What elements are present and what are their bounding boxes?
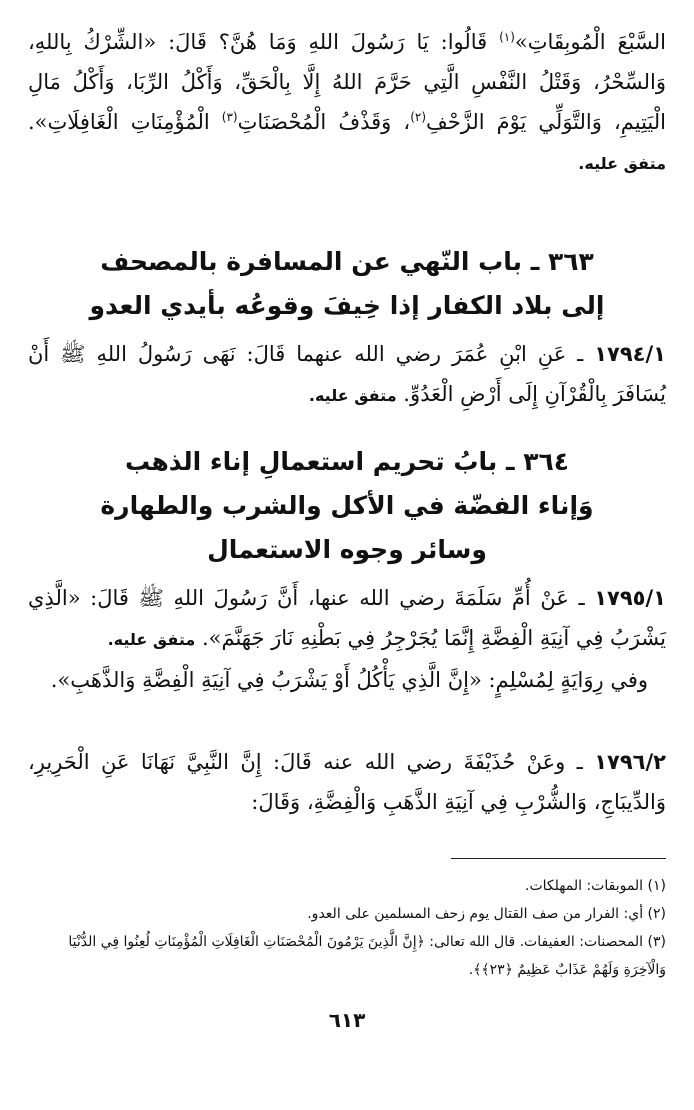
hadith-1795: [28, 578, 666, 700]
hadith-number: ١٧٩٤/١: [594, 342, 666, 366]
hadith-text: السَّبْعَ الْمُوبِقَاتِ»: [514, 30, 666, 54]
hadith-number: ١٧٩٦/٢: [594, 750, 666, 774]
hadith-continuation: [28, 22, 666, 184]
footnote-2: [28, 900, 666, 928]
quran-verse: ﴿إِنَّ الَّذِينَ يَرْمُونَ الْمُحْصَنَاتِ الْغَافِلَاتِ الْمُؤْمِنَاتِ لُعِنُوا فِي الدُّنْيَا وَالْآخِرَةِ وَلَهُمْ عَذَابٌ عَظِيمٌ ﴿٢٣﴾﴾.: [68, 934, 666, 978]
footnote-text: الموبقات: المهلكات.: [525, 878, 644, 894]
hadith-text: ـ عَنِ ابْنِ عُمَرَ رضي الله عنهما قَالَ: نَهَى رَسُولُ اللهِ ﷺ أَنْ يُسَافَرَ بِالْقُرْآنِ إِلَى أَرْضِ الْعَدُوِّ.: [28, 342, 666, 406]
agreed-upon-note: متفق عليه.: [578, 154, 666, 173]
hadith-text: ، وَقَذْفُ الْمُحْصَنَاتِ: [237, 110, 411, 134]
footnote-mark: (٢): [647, 906, 666, 922]
hadith-text: الْمُؤْمِنَاتِ الْغَافِلَاتِ».: [28, 110, 222, 134]
chapter-heading-line: وسائر وجوه الاستعمال: [207, 535, 487, 564]
chapter-heading-line: إلى بلاد الكفار إذا خِيفَ وقوعُه بأيدي العدو: [89, 291, 605, 320]
hadith-1794: [28, 334, 666, 416]
footnote-divider: [451, 858, 666, 859]
page-number: ٦١٣: [328, 1008, 366, 1032]
footnotes: [28, 872, 666, 984]
footnote-1: [28, 872, 666, 900]
footnote-text: أي: الفرار من صف القتال يوم زحف المسلمين على العدو.: [307, 906, 644, 922]
footnote-ref-1: (١): [499, 30, 515, 44]
chapter-heading-line: ٣٦٣ ـ باب النّهي عن المسافرة بالمصحف: [100, 247, 594, 276]
agreed-upon-note: متفق عليه.: [308, 386, 397, 405]
footnote-ref-2: (٢): [410, 110, 427, 124]
chapter-364-heading: [30, 440, 664, 572]
footnote-mark: (١): [647, 878, 666, 894]
chapter-363-heading: [30, 240, 664, 328]
footnote-mark: (٣): [647, 934, 666, 950]
hadith-number: ١٧٩٥/١: [594, 586, 666, 610]
hadith-variant-narration: وفي رِوَايَةٍ لِمُسْلِمٍ: «إِنَّ الَّذِي يَأْكُلُ أَوْ يَشْرَبُ فِي آنِيَةِ الْفِضَّةِ وَالذَّهَبِ».: [50, 668, 648, 692]
footnote-ref-3: (٣): [221, 110, 238, 124]
hadith-text: ـ عَنْ أُمِّ سَلَمَةَ رضي الله عنها، أَنَّ رَسُولَ اللهِ ﷺ قَالَ: «الَّذِي يَشْرَبُ فِي آنِيَةِ الْفِضَّةِ إِنَّمَا يُجَرْجِرُ فِي بَطْنِهِ نَارَ جَهَنَّمَ».: [28, 586, 666, 650]
footnote-3: [28, 928, 666, 984]
chapter-heading-line: وَإناء الفضّة في الأكل والشرب والطهارة: [100, 491, 594, 520]
footnote-text: المحصنات: العفيفات. قال الله تعالى:: [424, 934, 644, 950]
hadith-1796: [28, 742, 666, 822]
agreed-upon-note: متفق عليه.: [107, 630, 196, 649]
hadith-text: قَالُوا: يَا رَسُولَ اللهِ وَمَا هُنَّ؟ قَالَ: «الشِّرْكُ بِاللهِ، وَالسِّحْرُ، وَقَتْلُ النَّفْسِ الَّتِي حَرَّمَ اللهُ إِلَّا بِالْحَقِّ، وَأَكْلُ الرِّبَا، وَأَكْلُ مَالِ الْيَتِيمِ، وَالتَّوَلِّي يَوْمَ الزَّحْفِ: [28, 30, 666, 134]
hadith-text: ـ وعَنْ حُذَيْفَةَ رضي الله عنه قَالَ: إِنَّ النَّبِيَّ نَهَانَا عَنِ الْحَرِيرِ، وَالدِّيبَاجِ، وَالشُّرْبِ فِي آنِيَةِ الذَّهَبِ وَالْفِضَّةِ، وَقَالَ:: [28, 750, 666, 814]
chapter-heading-line: ٣٦٤ ـ بابُ تحريم استعمالِ إناء الذهب: [124, 447, 570, 476]
